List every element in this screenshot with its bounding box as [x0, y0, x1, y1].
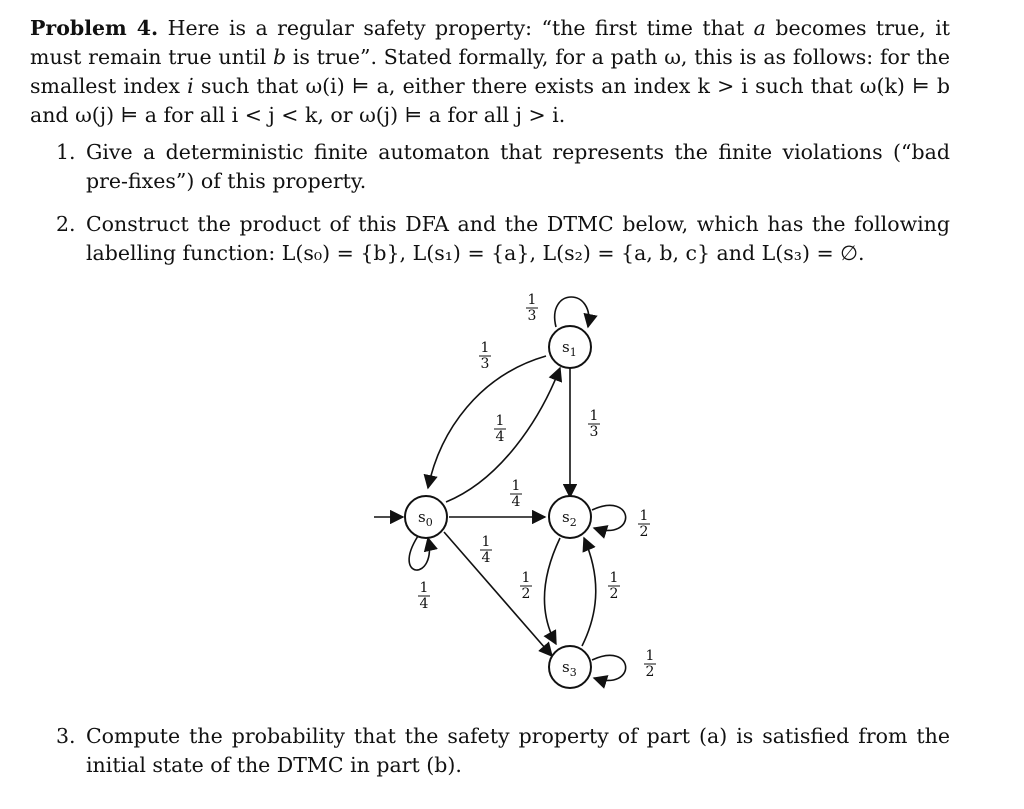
state-s3-label: s — [562, 658, 570, 676]
svg-text:1: 1 — [639, 508, 649, 524]
svg-text:4: 4 — [481, 550, 491, 566]
intro-part-2: becomes true, it must remain true until — [30, 16, 950, 69]
edge-s3-s3 — [592, 655, 626, 680]
state-s0-sub: 0 — [425, 516, 433, 529]
prob-s0-s1 — [494, 413, 506, 445]
state-s3 — [549, 646, 591, 688]
dtmc-diagram — [360, 280, 680, 700]
svg-text:1: 1 — [589, 408, 599, 424]
intro-part-4: such that ω(i) ⊨ a, either there exists an index k > i such that ω(k) ⊨ b and ω(j) ⊨ a for all i < j < k, or ω(j) ⊨ a for all j > i. — [30, 74, 950, 127]
svg-text:3: 3 — [589, 424, 599, 440]
edge-s0-s3 — [444, 532, 552, 656]
question-list — [30, 138, 950, 268]
svg-text:1: 1 — [645, 648, 655, 664]
svg-text:1: 1 — [511, 478, 521, 494]
state-s1-sub: 1 — [569, 346, 577, 359]
svg-text:2: 2 — [645, 664, 655, 680]
svg-text:3: 3 — [527, 308, 537, 324]
problem-page — [30, 14, 950, 268]
state-s1 — [549, 326, 591, 368]
intro-part-1: Here is a regular safety property: “the first time that — [167, 16, 754, 40]
intro-part-3: is true”. Stated formally, for a path ω, this is as follows: for the smallest index — [30, 45, 951, 98]
prob-s0-s2 — [510, 478, 522, 510]
svg-text:2: 2 — [639, 524, 649, 540]
intro-var-i: i — [187, 74, 194, 98]
question-number: 3. — [56, 724, 76, 748]
state-s0-label: s — [418, 508, 426, 526]
question-3 — [30, 722, 950, 780]
question-text: Construct the product of this DFA and the DTMC below, which has the following labelling function: L(s₀) = {b}, L(s₁) = {a}, L(s₂) = {a, b, c} and L(s₃) = ∅. — [86, 212, 950, 265]
state-s2-sub: 2 — [569, 516, 577, 529]
problem-heading: Problem 4. — [30, 16, 159, 40]
edge-s2-s2 — [592, 505, 626, 530]
svg-text:3: 3 — [480, 356, 490, 372]
svg-text:1: 1 — [419, 580, 429, 596]
question-text: Compute the probability that the safety property of part (a) is satisfied from the initial state of the DTMC in part (b). — [86, 724, 950, 777]
intro-var-a: a — [753, 16, 766, 40]
prob-s0-s3 — [480, 534, 492, 566]
svg-text:1: 1 — [481, 534, 491, 550]
svg-text:1: 1 — [521, 570, 531, 586]
question-text: Give a deterministic finite automaton that represents the finite violations (“bad pre-fixes”) of this property. — [86, 140, 950, 193]
state-s1-label: s — [562, 338, 570, 356]
svg-text:1: 1 — [495, 413, 505, 429]
svg-text:2: 2 — [521, 586, 531, 602]
question-list-continued — [30, 722, 950, 780]
question-number: 1. — [56, 140, 76, 164]
state-s0 — [405, 496, 447, 538]
prob-s2-s3 — [520, 570, 532, 602]
edge-s1-s1 — [555, 297, 589, 327]
prob-s3-s3 — [644, 648, 656, 680]
edge-s1-s0 — [428, 356, 546, 488]
svg-text:2: 2 — [609, 586, 619, 602]
svg-text:1: 1 — [480, 340, 490, 356]
edge-s2-s3 — [544, 538, 560, 644]
svg-text:4: 4 — [511, 494, 521, 510]
question-item-3 — [30, 722, 950, 780]
edge-s0-s0 — [409, 536, 429, 570]
question-number: 2. — [56, 212, 76, 236]
prob-s1-s1 — [526, 292, 538, 324]
question-item-1 — [30, 138, 950, 196]
edge-s3-s2 — [582, 538, 596, 646]
state-s2 — [549, 496, 591, 538]
prob-s0-s0 — [418, 580, 430, 612]
prob-s1-s2 — [588, 408, 600, 440]
question-item-2 — [30, 210, 950, 268]
prob-s2-s2 — [638, 508, 650, 540]
prob-s1-s0 — [479, 340, 491, 372]
state-s2-label: s — [562, 508, 570, 526]
prob-s3-s2 — [608, 570, 620, 602]
svg-text:1: 1 — [609, 570, 619, 586]
svg-text:4: 4 — [419, 596, 429, 612]
svg-text:4: 4 — [495, 429, 505, 445]
state-s3-sub: 3 — [569, 666, 577, 679]
svg-text:1: 1 — [527, 292, 537, 308]
intro-var-b: b — [272, 45, 287, 69]
problem-intro — [30, 14, 950, 130]
